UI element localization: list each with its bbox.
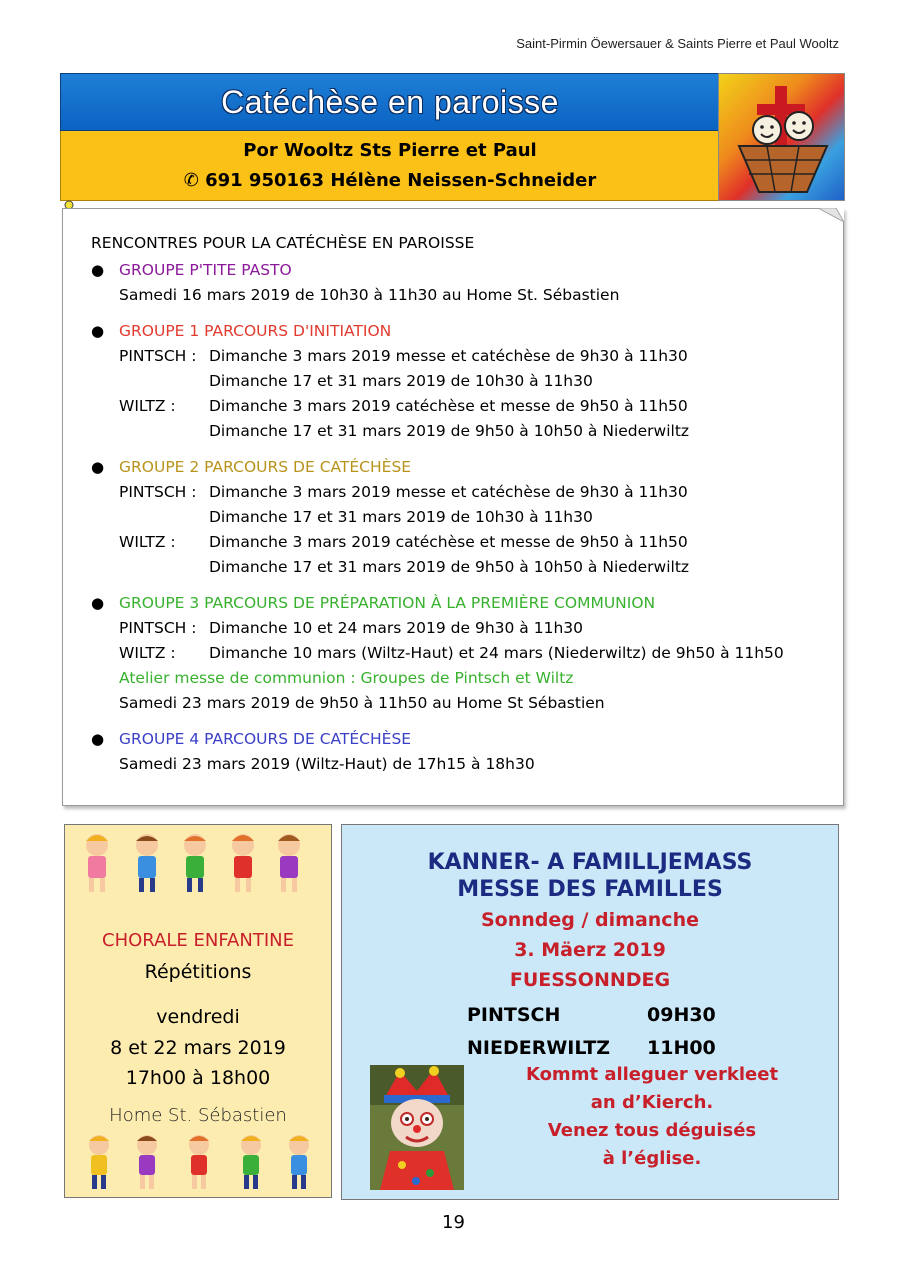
mass-times — [467, 999, 716, 1065]
group-3 — [91, 591, 843, 716]
atelier-title: Atelier messe de communion : Groupes de Pintsch et Wiltz — [119, 669, 574, 687]
chorale-title: CHORALE ENFANTINE — [102, 930, 294, 951]
atelier-line: Samedi 23 mars 2019 de 9h50 à 11h50 au Home St Sébastien — [119, 694, 605, 712]
group-title: GROUPE 2 PARCOURS DE CATÉCHÈSE — [119, 458, 412, 476]
group-title: GROUPE 1 PARCOURS D'INITIATION — [119, 322, 392, 340]
phone-icon: ✆ — [183, 169, 199, 191]
schedule-line: Dimanche 17 et 31 mars 2019 de 10h30 à 11h30 — [209, 372, 593, 390]
catechesis-logo — [718, 73, 845, 201]
group-line: Samedi 23 mars 2019 (Wiltz-Haut) de 17h15 à 18h30 — [119, 755, 535, 773]
carnival-message-lux-2: an d’Kierch. — [590, 1092, 714, 1113]
mass-feast: FUESSONNDEG — [509, 969, 671, 991]
bullet-icon: ● — [91, 322, 105, 340]
family-mass-title: KANNER- A FAMILLJEMASS — [427, 850, 753, 875]
group-1 — [91, 319, 843, 444]
contact-banner — [60, 131, 720, 201]
family-mass-box — [341, 824, 839, 1200]
mass-day: Sonndeg / dimanche — [481, 909, 699, 931]
location-label: PINTSCH : — [119, 619, 197, 637]
schedule-line: Dimanche 17 et 31 mars 2019 de 9h50 à 10h50 à Niederwiltz — [209, 422, 690, 440]
location-label: WILTZ : — [119, 644, 176, 662]
location-label: PINTSCH : — [119, 347, 197, 365]
carnival-child-photo — [370, 1065, 464, 1190]
title-banner — [60, 73, 720, 131]
chorale-day: vendredi — [156, 1006, 240, 1028]
schedule-heading: RENCONTRES POUR LA CATÉCHÈSE EN PAROISSE — [91, 234, 475, 252]
bullet-icon: ● — [91, 730, 105, 748]
schedule-line: Dimanche 10 et 24 mars 2019 de 9h30 à 11h30 — [209, 619, 583, 637]
schedule-line: Dimanche 3 mars 2019 messe et catéchèse de 9h30 à 11h30 — [209, 347, 688, 365]
family-mass-subtitle: MESSE DES FAMILLES — [457, 877, 723, 902]
mass-date: 3. Mäerz 2019 — [514, 939, 666, 961]
group-title: GROUPE 3 PARCOURS DE PRÉPARATION À LA PREMIÈRE COMMUNION — [119, 594, 656, 612]
bullet-icon: ● — [91, 594, 105, 612]
mass-place: NIEDERWILTZ — [467, 1037, 611, 1059]
schedule-line: Dimanche 3 mars 2019 catéchèse et messe de 9h50 à 11h50 — [209, 533, 688, 551]
mass-time: 09H30 — [647, 1004, 716, 1026]
parish-line: Por Wooltz Sts Pierre et Paul — [243, 139, 537, 161]
page-title: Catéchèse en paroisse — [221, 83, 559, 120]
group-title: GROUPE 4 PARCOURS DE CATÉCHÈSE — [119, 730, 412, 748]
carnival-message-fr: Venez tous déguisés — [547, 1120, 757, 1141]
page-number: 19 — [442, 1212, 465, 1233]
group-ptite-pasto — [91, 258, 843, 308]
group-2 — [91, 455, 843, 580]
bullet-icon: ● — [91, 261, 105, 279]
group-title: GROUPE P'TITE PASTO — [119, 261, 292, 279]
mass-time-row — [467, 999, 716, 1032]
schedule-line: Dimanche 3 mars 2019 catéchèse et messe de 9h50 à 11h50 — [209, 397, 688, 415]
schedule-line: Dimanche 17 et 31 mars 2019 de 10h30 à 11h30 — [209, 508, 593, 526]
chorale-box — [64, 824, 332, 1198]
location-label: WILTZ : — [119, 397, 176, 415]
chorale-place: Home St. Sébastien — [109, 1105, 287, 1126]
mass-time: 11H00 — [647, 1037, 716, 1059]
bullet-icon: ● — [91, 458, 105, 476]
mass-place: PINTSCH — [467, 1004, 561, 1026]
contact-text: 691 950163 Hélène Neissen-Schneider — [205, 169, 597, 191]
location-label: WILTZ : — [119, 533, 176, 551]
children-illustration — [75, 829, 323, 901]
children-illustration — [75, 1131, 323, 1195]
chorale-hours: 17h00 à 18h00 — [125, 1067, 271, 1089]
schedule-line: Dimanche 3 mars 2019 messe et catéchèse de 9h30 à 11h30 — [209, 483, 688, 501]
chorale-subtitle: Répétitions — [144, 961, 252, 983]
contact-line — [184, 166, 597, 196]
carnival-message-lux: Kommt alleguer verkleet — [525, 1064, 779, 1085]
page-fold-icon — [818, 208, 844, 222]
group-line: Samedi 16 mars 2019 de 10h30 à 11h30 au Home St. Sébastien — [119, 286, 620, 304]
catechese-schedule — [62, 208, 844, 806]
group-4 — [91, 727, 843, 777]
carnival-message-fr-2: à l’église. — [602, 1148, 702, 1169]
header-parishes: Saint-Pirmin Öewersauer & Saints Pierre et Paul Wooltz — [516, 36, 839, 51]
schedule-line: Dimanche 10 mars (Wiltz-Haut) et 24 mars (Niederwiltz) de 9h50 à 11h50 — [209, 644, 784, 662]
location-label: PINTSCH : — [119, 483, 197, 501]
chorale-dates: 8 et 22 mars 2019 — [110, 1037, 286, 1059]
schedule-line: Dimanche 17 et 31 mars 2019 de 9h50 à 10h50 à Niederwiltz — [209, 558, 690, 576]
